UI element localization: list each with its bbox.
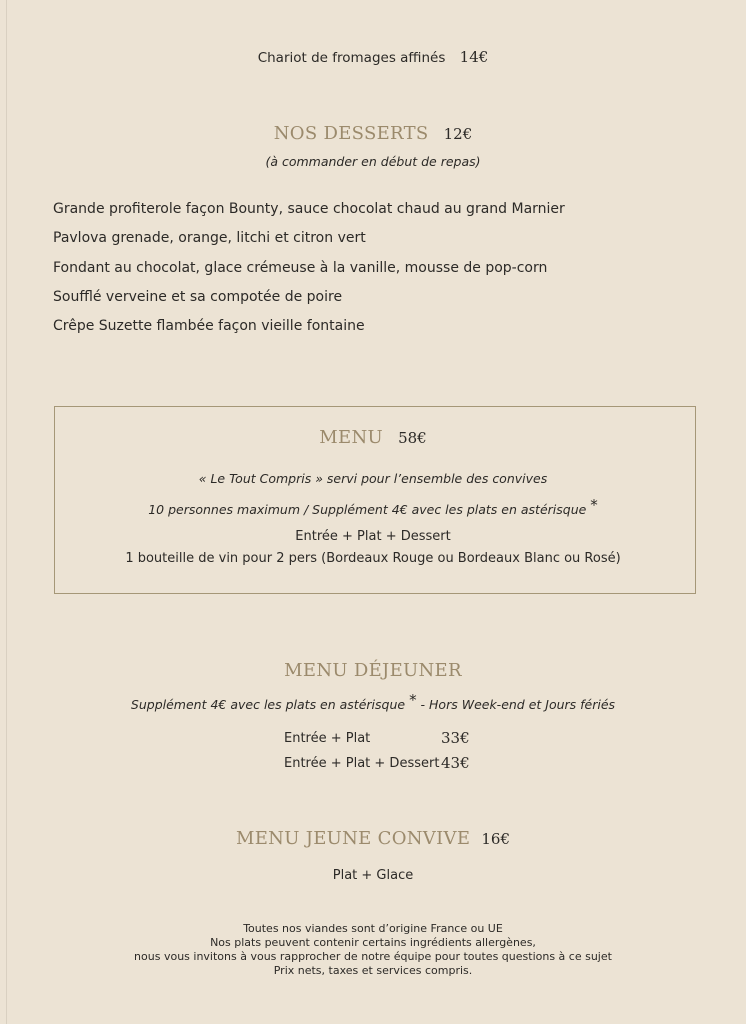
menu-line-2 [0,496,746,518]
lunch-note [0,691,746,713]
footer-line: Toutes nos viandes sont d’origine France ou UE [243,922,503,935]
cheese-price: 14€ [459,48,489,66]
lunch-title: MENU DÉJEUNER [284,660,462,681]
young-price: 16€ [481,830,510,848]
footer-line: Nos plats peuvent contenir certains ingrédients allergènes, [210,936,536,949]
desserts-title: NOS DESSERTS [273,123,429,144]
dessert-item: Soufflé verveine et sa compotée de poire [53,289,343,305]
desserts-note: (à commander en début de repas) [265,154,481,169]
menu-line-4: 1 bouteille de vin pour 2 pers (Bordeaux Rouge ou Bordeaux Blanc ou Rosé) [125,551,621,566]
lunch-note-b: - Hors Week-end et Jours fériés [420,697,616,712]
young-title: MENU JEUNE CONVIVE [235,828,471,849]
lunch-option-label: Entrée + Plat [284,731,371,746]
cheese-line [0,48,746,66]
cheese-label: Chariot de fromages affinés [257,50,446,66]
young-heading [0,828,746,849]
dessert-item: Pavlova grenade, orange, litchi et citron vert [53,230,366,246]
menu-line-3: Entrée + Plat + Dessert [295,529,451,544]
lunch-option-price: 33€ [441,729,470,747]
asterisk-symbol: * [409,691,417,709]
desserts-price: 12€ [443,125,473,143]
young-content: Plat + Glace [332,868,414,883]
lunch-option-price: 43€ [441,754,470,772]
lunch-option-label: Entrée + Plat + Dessert [284,756,440,771]
menu-price: 58€ [398,429,427,447]
dessert-item: Crêpe Suzette flambée façon vieille fontaine [53,318,365,334]
menu-line-1: « Le Tout Compris » servi pour l’ensemble des convives [198,471,548,486]
lunch-heading [0,660,746,681]
footer-line: Prix nets, taxes et services compris. [273,964,473,977]
lunch-note-a: Supplément 4€ avec les plats en astérisque [130,697,406,712]
footer-notes [0,922,746,978]
menu-line-2-text: 10 personnes maximum / Supplément 4€ avec les plats en astérisque [148,502,587,517]
desserts-heading [0,123,746,144]
menu-heading [0,427,746,448]
asterisk-symbol: * [590,496,598,514]
dessert-item: Fondant au chocolat, glace crémeuse à la vanille, mousse de pop-corn [53,260,548,276]
footer-line: nous vous invitons à vous rapprocher de notre équipe pour toutes questions à ce sujet [134,950,612,963]
menu-title: MENU [319,427,383,448]
dessert-item: Grande profiterole façon Bounty, sauce chocolat chaud au grand Marnier [53,201,565,217]
